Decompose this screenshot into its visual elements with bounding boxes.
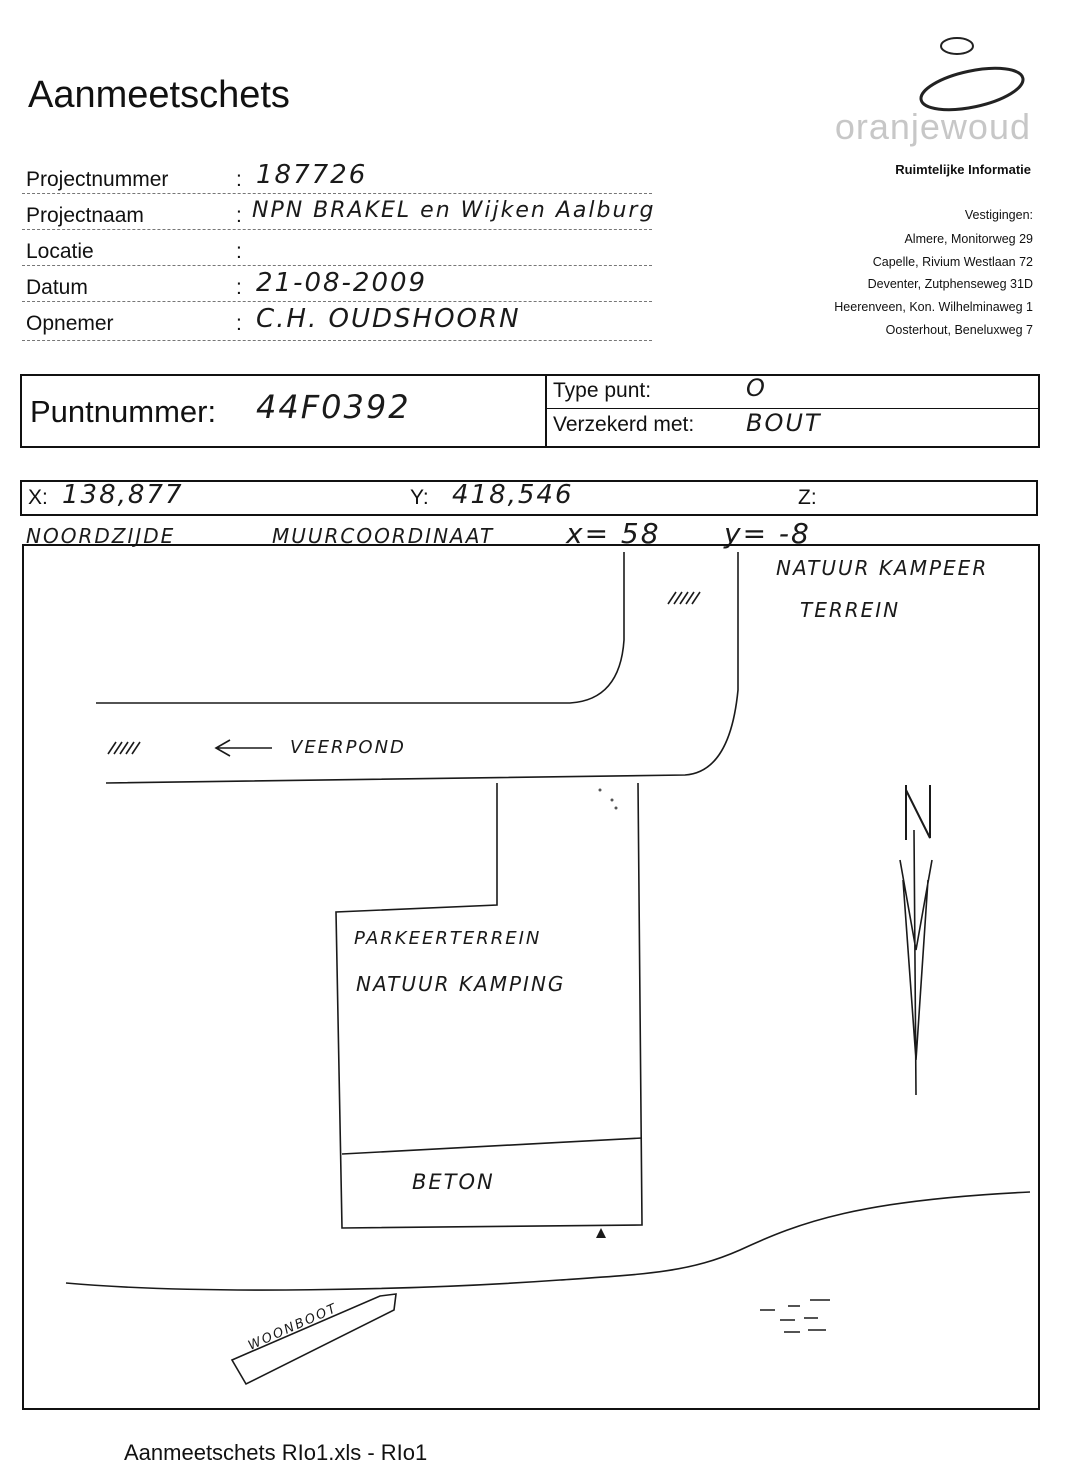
water-ripples-icon bbox=[760, 1300, 830, 1332]
y-value: 418,546 bbox=[452, 480, 574, 510]
verzekerd-met-label: Verzekerd met: bbox=[553, 413, 695, 436]
y-label: Y: bbox=[410, 486, 429, 509]
field-value-datum: 21-08-2009 bbox=[256, 268, 428, 298]
field-label-opnemer: Opnemer bbox=[26, 312, 114, 335]
road-inner-edge bbox=[96, 552, 624, 703]
wall-side-note: NOORDZIJDE bbox=[26, 524, 176, 548]
point-number-label: Puntnummer: bbox=[30, 394, 217, 429]
label-natuurkamping: NATUUR KAMPING bbox=[356, 972, 566, 996]
z-label: Z: bbox=[798, 486, 817, 509]
north-arrow-icon bbox=[900, 830, 932, 1095]
type-punt-value: O bbox=[746, 374, 767, 402]
company-tagline: Ruimtelijke Informatie bbox=[895, 162, 1031, 177]
survey-point-marker-icon bbox=[596, 1228, 606, 1238]
company-name: oranjewoud bbox=[834, 106, 1031, 147]
shore-line bbox=[66, 1192, 1030, 1290]
branch-item: Heerenveen, Kon. Wilhelminaweg 1 bbox=[834, 300, 1033, 314]
parking-outline bbox=[336, 783, 642, 1228]
wall-y-value: y= -8 bbox=[724, 517, 811, 550]
hatch-marks-icon bbox=[108, 742, 140, 754]
field-value-opnemer: C.H. OUDSHOORN bbox=[256, 304, 521, 334]
label-beton: BETON bbox=[412, 1170, 495, 1194]
north-letter-icon bbox=[906, 785, 930, 840]
branch-item: Capelle, Rivium Westlaan 72 bbox=[872, 255, 1033, 269]
field-label-projectnummer: Projectnummer bbox=[26, 168, 169, 191]
type-punt-label: Type punt: bbox=[553, 379, 652, 402]
field-label-locatie: Locatie bbox=[26, 240, 94, 263]
point-number-value: 44F0392 bbox=[256, 388, 411, 426]
page-title: Aanmeetschets bbox=[28, 74, 290, 116]
label-natuur-kampeer: NATUUR KAMPEER bbox=[776, 556, 989, 580]
branch-item: Oosterhout, Beneluxweg 7 bbox=[885, 323, 1033, 337]
arrow-left-icon bbox=[216, 740, 272, 756]
label-parkeerterrein: PARKEERTERREIN bbox=[354, 928, 542, 949]
x-value: 138,877 bbox=[62, 480, 184, 510]
field-label-projectnaam: Projectnaam bbox=[26, 204, 144, 227]
label-terrein: TERREIN bbox=[800, 598, 901, 622]
wall-x-value: x= 58 bbox=[566, 517, 661, 550]
branch-item: Deventer, Zutphenseweg 31D bbox=[867, 277, 1033, 291]
beton-divider bbox=[342, 1138, 642, 1154]
verzekerd-met-value: BOUT bbox=[746, 409, 822, 437]
x-label: X: bbox=[28, 486, 48, 509]
branches-label: Vestigingen: bbox=[964, 208, 1033, 222]
field-label-datum: Datum bbox=[26, 276, 88, 299]
label-veerpond: VEERPOND bbox=[290, 737, 406, 758]
hatch-marks-icon bbox=[668, 592, 700, 604]
wall-coordinate-note: MUURCOORDINAAT bbox=[272, 524, 495, 548]
branch-item: Almere, Monitorweg 29 bbox=[904, 232, 1033, 246]
road-outer-edge bbox=[106, 552, 738, 783]
footer-filename: Aanmeetschets RIo1.xls - RIo1 bbox=[124, 1440, 428, 1465]
field-value-projectnummer: 187726 bbox=[256, 160, 368, 190]
field-value-projectnaam: NPN BRAKEL en Wijken Aalburg bbox=[252, 198, 656, 223]
label-woonboot: WOONBOOT bbox=[246, 1300, 341, 1354]
